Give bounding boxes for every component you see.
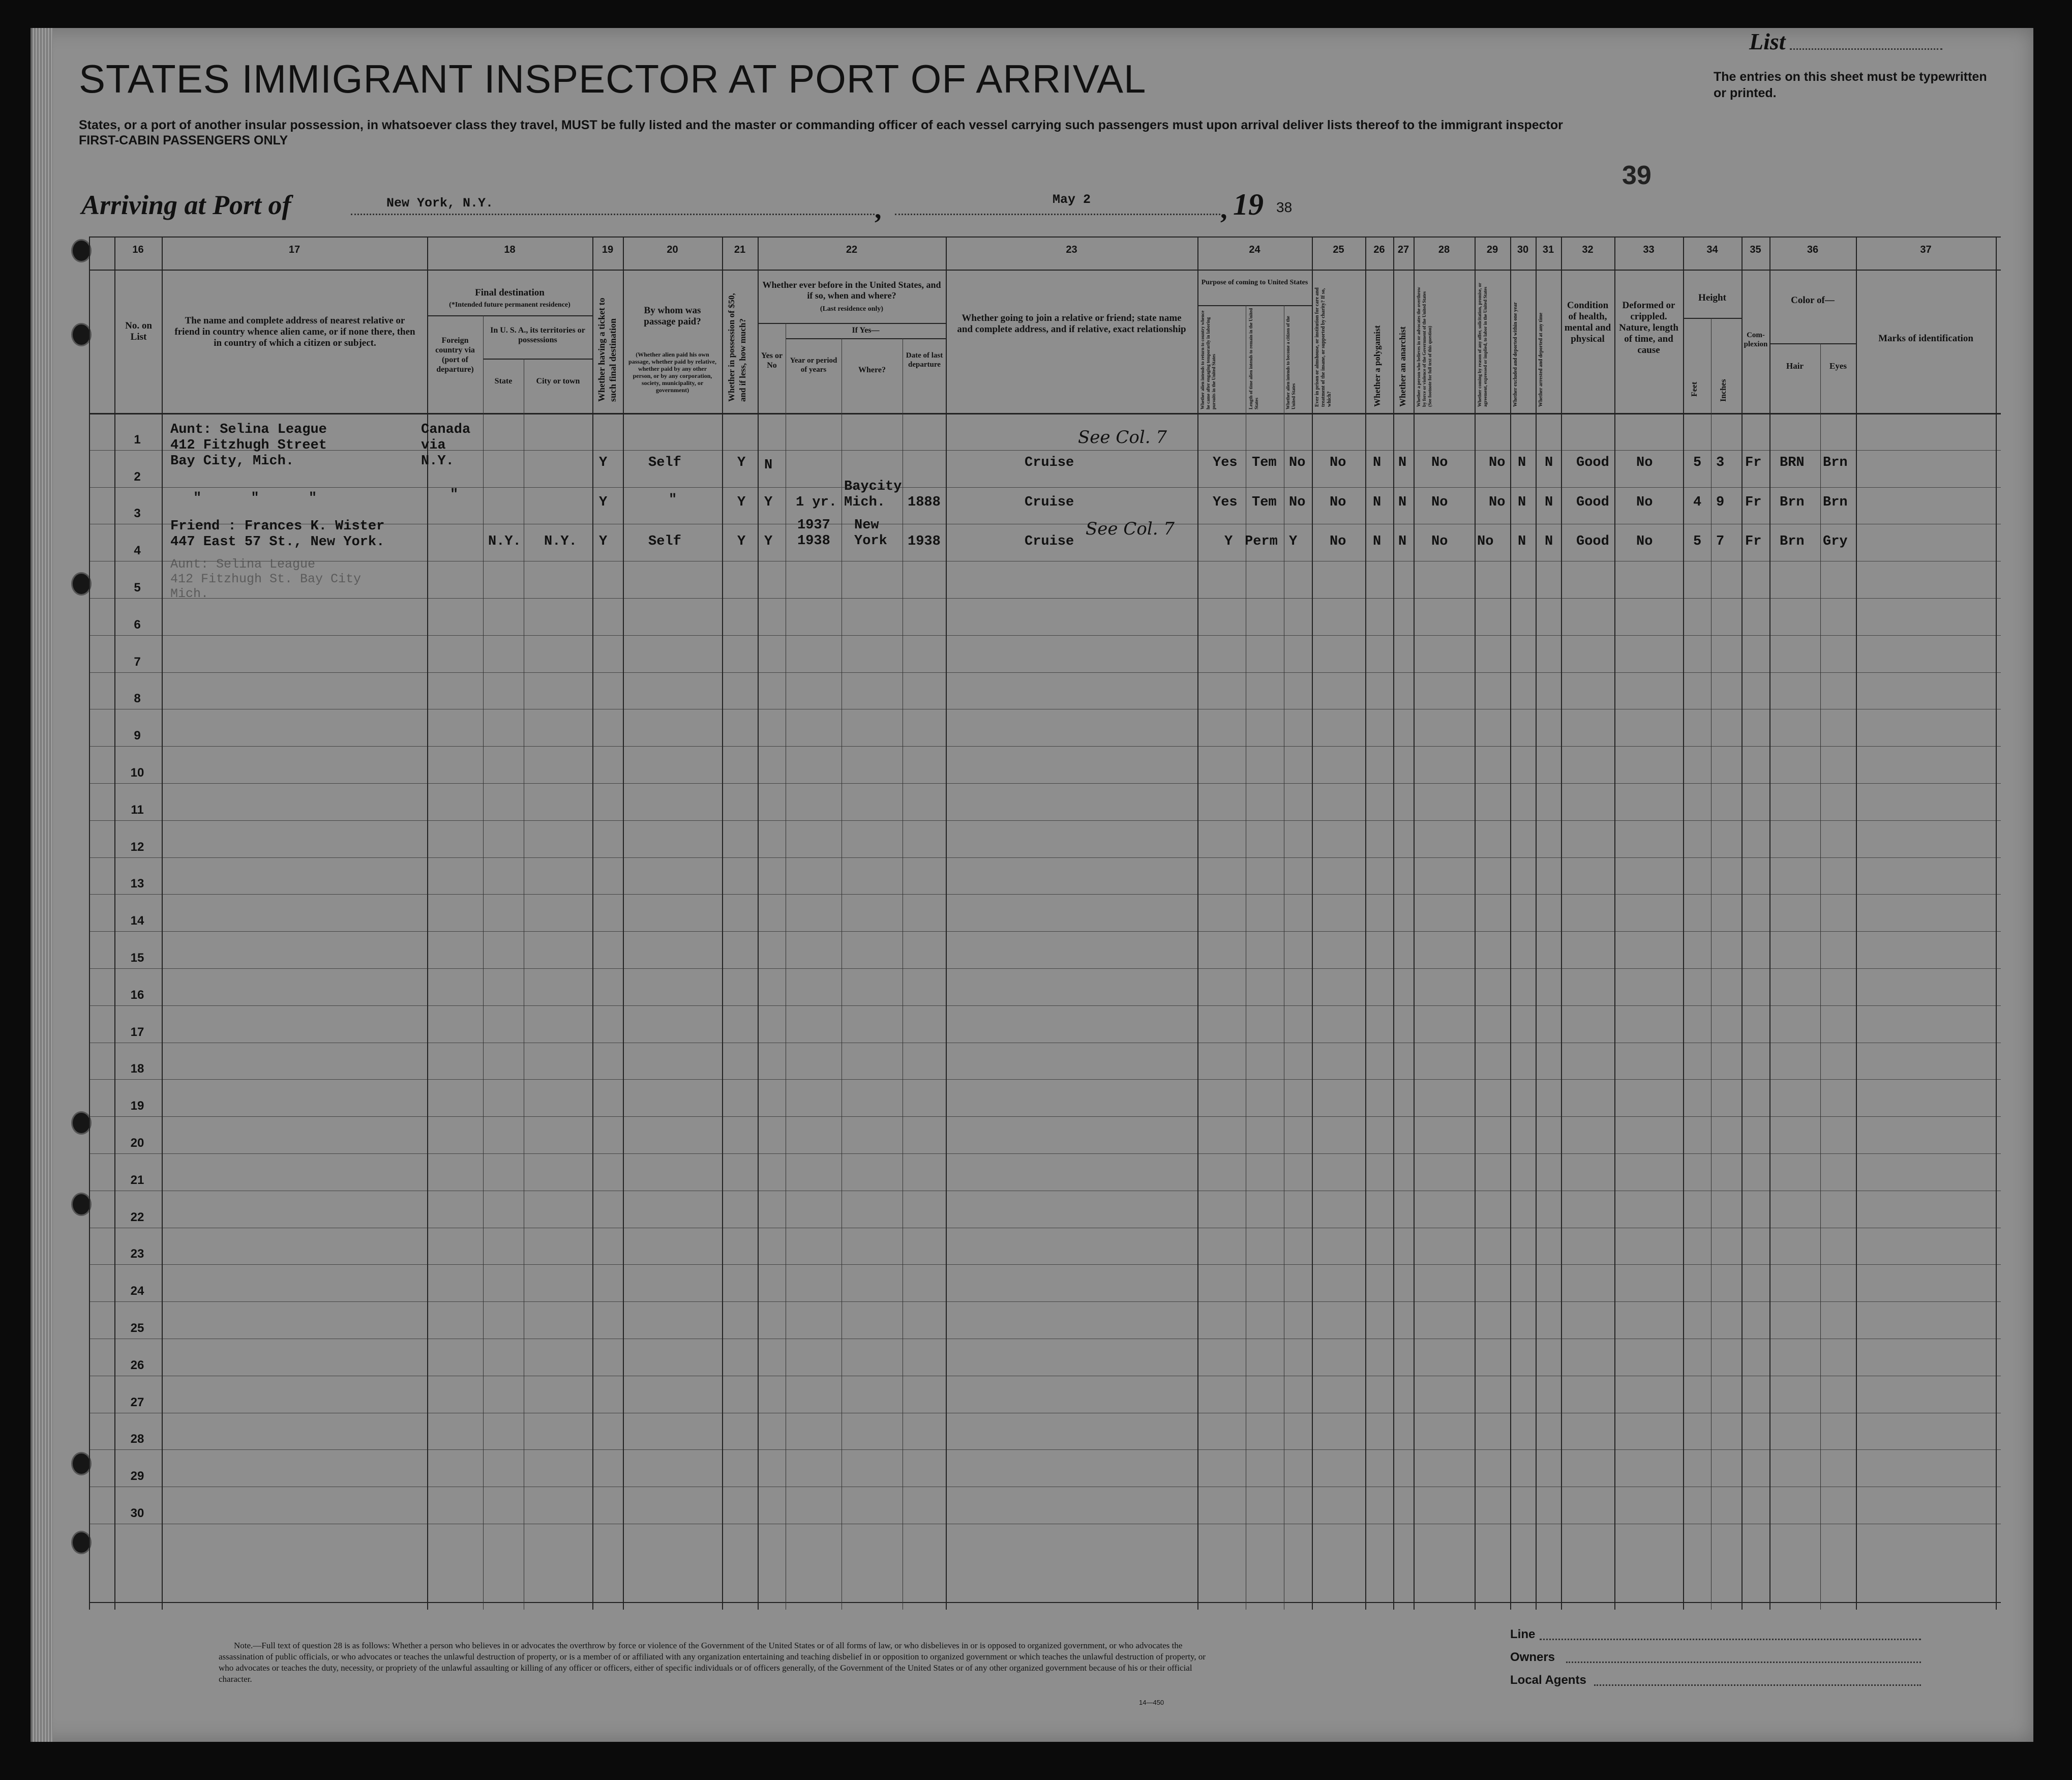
row2-joining: Cruise [1025, 495, 1074, 510]
row-line [89, 635, 2001, 636]
row3-city: N.Y. [544, 534, 577, 549]
header-c16: No. on List [125, 320, 152, 342]
c18-usa-divider [483, 359, 592, 360]
row-number: 16 [130, 988, 144, 1002]
row1-prison: No [1330, 455, 1346, 470]
row3-complexion: Fr [1745, 534, 1762, 549]
row3-before: Y [764, 534, 773, 549]
port-value: New York, N.Y. [386, 196, 494, 211]
row3-where: New York [854, 518, 887, 549]
header-c22-ifyes: If Yes— [852, 326, 880, 335]
col-border [722, 236, 723, 1610]
row-number: 3 [134, 507, 141, 521]
row2-relative: " " " [193, 491, 317, 506]
row-number: 7 [134, 655, 141, 669]
colnum-36: 36 [1807, 244, 1819, 255]
col-border [1393, 236, 1394, 1610]
colnum-18: 18 [504, 244, 516, 255]
row3-hair: Brn [1780, 534, 1805, 549]
header-c18-city: City or town [536, 377, 580, 385]
row1-money: Y [737, 455, 746, 470]
row3-prison: No [1330, 534, 1346, 549]
colnum-19: 19 [602, 244, 614, 255]
row1-ticket: Y [599, 455, 608, 470]
row-line [89, 783, 2001, 784]
row-number: 20 [130, 1136, 144, 1150]
row2-hair: Brn [1780, 495, 1805, 510]
row-line [89, 1079, 2001, 1080]
owners-field [1566, 1662, 1921, 1663]
row3-joining-note: See Col. 7 [1086, 519, 1175, 539]
line-label: Line [1510, 1627, 1536, 1641]
header-c18-note: (*Intended future permanent residence) [449, 301, 570, 309]
row-line [89, 894, 2001, 895]
binder-hole [71, 572, 92, 596]
row1-return: Yes [1213, 455, 1238, 470]
agents-field [1594, 1684, 1921, 1686]
row1-complexion: Fr [1745, 455, 1762, 470]
row1-feet: 5 [1693, 455, 1702, 470]
header-c19: Whether having a ticket to such final destination [596, 298, 618, 402]
col-border [1365, 236, 1366, 1610]
row-number: 29 [130, 1469, 144, 1484]
header-c36-hair: Hair [1786, 361, 1804, 371]
binder-hole [71, 1531, 92, 1554]
header-c22-date: Date of last departure [906, 351, 943, 369]
row3-return: Y [1224, 534, 1233, 549]
row-number: 8 [134, 692, 141, 706]
row1-excluded: N [1518, 455, 1526, 470]
binder-hole [71, 1193, 92, 1216]
row2-where: Baycity Mich. [844, 479, 902, 510]
header-c18-state: State [494, 377, 513, 385]
comma: , [1220, 194, 1227, 224]
header-c22-note: (Last residence only) [820, 305, 884, 313]
header-c34: Height [1698, 292, 1726, 303]
colnum-16: 16 [132, 244, 144, 255]
header-c24-c: Whether alien intends to become a citizen of the United States [1285, 316, 1296, 409]
row2-polygamist: N [1373, 495, 1382, 510]
colnum-divider [89, 270, 2001, 271]
col-border [1996, 236, 1997, 1610]
row1-health: Good [1576, 455, 1609, 470]
page-title: STATES IMMIGRANT INSPECTOR AT PORT OF ARRIVAL [79, 56, 1147, 101]
col-border [758, 236, 759, 1610]
row1-before: N [764, 458, 773, 473]
row-line [89, 1264, 2001, 1265]
row-line [89, 746, 2001, 747]
row2-offer: No [1489, 495, 1506, 510]
row3-year: 1937 1938 [797, 518, 830, 549]
row3-inches: 7 [1716, 534, 1725, 549]
row2-health: Good [1576, 495, 1609, 510]
row-number: 23 [130, 1247, 144, 1261]
agents-label: Local Agents [1510, 1673, 1586, 1687]
header-c18: Final destination [475, 287, 545, 298]
line-field [1540, 1639, 1921, 1640]
header-c29: Whether coming by reason of any offer, solicitation, promise, or agreement, expressed or implied, to labor in the United States [1477, 283, 1488, 407]
row-number: 19 [130, 1099, 144, 1113]
form-code: 14—450 [1139, 1699, 1164, 1706]
row1-hair: BRN [1780, 455, 1805, 470]
binder-hole [71, 239, 92, 262]
header-c26: Whether a polygamist [1372, 325, 1382, 407]
row1-anarchist: N [1398, 455, 1407, 470]
col-border [1614, 236, 1615, 1610]
row3-state: N.Y. [488, 534, 521, 549]
col-border [1741, 236, 1743, 1610]
col-border [1510, 236, 1511, 1610]
colnum-37: 37 [1920, 244, 1932, 255]
header-c31: Whether arrested and deported at any time [1538, 312, 1544, 407]
col-border [1561, 236, 1562, 1610]
row3-anarchist: N [1398, 534, 1407, 549]
colnum-31: 31 [1542, 244, 1554, 255]
colnum-28: 28 [1438, 244, 1450, 255]
col-border [1536, 236, 1537, 1610]
row-number: 2 [134, 469, 141, 484]
row2-prison: No [1330, 495, 1346, 510]
row3-money: Y [737, 534, 746, 549]
c18-subdivider [427, 315, 592, 316]
row-line [89, 1116, 2001, 1117]
header-c30: Whether excluded and deported within one year [1513, 302, 1518, 407]
header-c24: Purpose of coming to United States [1201, 279, 1308, 286]
row3-excluded: N [1518, 534, 1526, 549]
row1-relative: Aunt: Selina League 412 Fitzhugh Street Bay City, Mich. [170, 422, 327, 469]
row2-eyes: Brn [1823, 495, 1848, 510]
header-c33: Deformed or crippled. Nature, length of time, and cause [1619, 300, 1678, 355]
list-number: 39 [1622, 161, 1651, 190]
row3-paid: Self [648, 534, 681, 549]
manifest-sheet [31, 28, 2033, 1742]
c36-subdivider [1769, 343, 1856, 344]
row3-arrested: N [1545, 534, 1553, 549]
row-number: 17 [130, 1025, 144, 1039]
colnum-30: 30 [1517, 244, 1529, 255]
page-subtitle: States, or a port of another insular possession, in whatsoever class they travel, MUST be fully listed and the master or commanding officer of each vessel carrying such passengers must upon arrival deliver lists thereof to the immigrant inspector [79, 118, 1563, 132]
row2-before: Y [764, 495, 773, 510]
colnum-17: 17 [288, 244, 301, 255]
row-line [89, 1153, 2001, 1154]
col-border [623, 236, 624, 1610]
header-c34-inches: Inches [1719, 379, 1728, 402]
cabin-class: FIRST-CABIN PASSENGERS ONLY [79, 133, 288, 147]
row-number: 1 [134, 432, 141, 447]
header-c18-foreign: Foreign country via (port of departure) [435, 336, 475, 374]
row3-deformed: No [1636, 534, 1653, 549]
row-line [89, 931, 2001, 932]
row2-departure: 1888 [908, 495, 941, 510]
colnum-26: 26 [1373, 244, 1385, 255]
row-number: 21 [130, 1173, 144, 1187]
colnum-25: 25 [1333, 244, 1344, 255]
row2-paid: " [669, 492, 677, 508]
row1-overthrow: No [1431, 455, 1448, 470]
row-line [89, 672, 2001, 673]
header-c20-note: (Whether alien paid his own passage, whether paid by relative, whether paid by any other person, or by any corporation, society, municipality, or government) [628, 351, 716, 394]
row2-ticket: Y [599, 495, 608, 510]
year-suffix: 38 [1276, 199, 1293, 215]
colnum-22: 22 [846, 244, 858, 255]
col-border [592, 236, 593, 1610]
row1-joining-note: See Col. 7 [1078, 427, 1167, 448]
row3-ticket: Y [599, 534, 608, 549]
row3-relative: Friend : Frances K. Wister 447 East 57 St., New York. [170, 519, 385, 550]
typed-note: The entries on this sheet must be typewritten or printed. [1714, 70, 1987, 100]
row2-year: 1 yr. [796, 495, 837, 510]
row-number: 22 [130, 1210, 144, 1224]
colnum-34: 34 [1706, 244, 1718, 255]
c34-subdivider [1683, 318, 1741, 319]
row2-overthrow: No [1431, 495, 1448, 510]
col-border [483, 315, 484, 1610]
header-c27: Whether an anarchist [1398, 326, 1407, 407]
header-c22-yesno: Yes or No [761, 351, 783, 370]
row-number: 14 [130, 914, 144, 928]
row2-citizen: No [1289, 495, 1306, 510]
row3-departure: 1938 [908, 534, 941, 549]
header-c17: The name and complete address of nearest relative or friend in country whence alien came, or if none there, then in country of which a citizen or subject. [174, 315, 415, 348]
col-border [114, 236, 115, 1610]
header-c28: Whether a person who believes in or advocates the overthrow by force or violence of the Government of the United States (See footnote for full text of this question) [1416, 287, 1432, 407]
row2-deformed: No [1636, 495, 1653, 510]
row-line [89, 450, 2001, 451]
row1-paid: Self [648, 455, 681, 470]
row2-arrested: N [1545, 495, 1553, 510]
row3-health: Good [1576, 534, 1609, 549]
row2-foreign: " [450, 487, 459, 502]
header-c22-year: Year or period of years [790, 357, 837, 374]
row1-eyes: Brn [1823, 455, 1848, 470]
row1-citizen: No [1289, 455, 1306, 470]
row3-overthrow: No [1431, 534, 1448, 549]
binder-hole [71, 1452, 92, 1475]
row3-citizen: Y [1289, 534, 1298, 549]
header-c25: Ever in prison or almshouse, or institution for care and treatment of the insane, or supported by charity? If so, which? [1314, 287, 1332, 407]
c24-subdivider [1197, 305, 1312, 306]
row-line [89, 598, 2001, 599]
c22-ifyes-divider [786, 338, 946, 339]
col-border [1820, 343, 1821, 1610]
colnum-23: 23 [1066, 244, 1077, 255]
row1-offer: No [1489, 455, 1506, 470]
header-c24-a: Whether alien intends to return to country whence he came after engaging temporarily in laboring pursuits in the United States [1200, 310, 1216, 409]
header-c34-feet: Feet [1690, 381, 1699, 397]
page-edge [33, 28, 53, 1742]
header-c22-where: Where? [858, 366, 886, 374]
row3-length: Perm [1245, 534, 1278, 549]
header-divider [89, 413, 2001, 414]
row-number: 4 [134, 544, 141, 558]
row2-money: Y [737, 495, 746, 510]
binder-hole [71, 1111, 92, 1135]
header-c23: Whether going to join a relative or friend; state name and complete address, and if relative, exact relationship [957, 313, 1186, 335]
header-c36: Color of— [1791, 295, 1835, 306]
row-line [89, 1301, 2001, 1302]
row-number: 24 [130, 1284, 144, 1298]
header-c21: Whether in possession of $50, and if less, how much? [727, 293, 747, 402]
header-c35: Com- plexion [1744, 331, 1768, 348]
colnum-27: 27 [1397, 244, 1409, 255]
row2-inches: 9 [1716, 495, 1725, 510]
colnum-21: 21 [734, 244, 746, 255]
header-c20: By whom was passage paid? [644, 305, 701, 327]
row1-inches: 3 [1716, 455, 1725, 470]
row3-feet: 5 [1693, 534, 1702, 549]
date-value: May 2 [1053, 192, 1091, 207]
row-line [89, 487, 2001, 488]
row3-joining: Cruise [1025, 534, 1074, 549]
row2-complexion: Fr [1745, 495, 1762, 510]
row-line [89, 857, 2001, 858]
header-c24-b: Length of time alien intends to remain in the United States [1248, 308, 1259, 409]
col-border [1312, 236, 1313, 1610]
row2-feet: 4 [1693, 495, 1702, 510]
date-line [895, 214, 1220, 215]
owners-label: Owners [1510, 1650, 1555, 1664]
list-label: List [1749, 28, 1786, 54]
col-border [1769, 236, 1770, 1610]
port-line [351, 214, 875, 215]
table-bottom-border [89, 1602, 2001, 1603]
row1-polygamist: N [1373, 455, 1382, 470]
row-number: 5 [134, 581, 141, 595]
col-border [1683, 236, 1684, 1610]
row1-foreign: Canada via N.Y. [421, 422, 471, 469]
row-number: 9 [134, 729, 141, 743]
year-prefix: 19 [1233, 188, 1264, 221]
row-number: 15 [130, 951, 144, 965]
col-border [1856, 236, 1857, 1610]
row3-polygamist: N [1373, 534, 1382, 549]
row-line [89, 820, 2001, 821]
header-c36-eyes: Eyes [1829, 361, 1847, 371]
header-c22: Whether ever before in the United States, and if so, when and where? [762, 280, 941, 301]
row-number: 6 [134, 617, 141, 632]
row4-faint-entry: Aunt: Selina League 412 Fitzhugh St. Bay City Mich. [170, 557, 362, 601]
row-number: 10 [130, 766, 144, 780]
col-border [162, 236, 163, 1610]
row-number: 28 [130, 1432, 144, 1446]
header-c32: Condition of health, mental and physical [1564, 300, 1611, 344]
binder-hole [71, 323, 92, 346]
row1-deformed: No [1636, 455, 1653, 470]
footnote: Note.—Full text of question 28 is as follows: Whether a person who believes in or advocates the overthrow by force or violence of the Government of the United States or of all forms of law, or who disbelieves in or is opposed to organized government, or who advocates the assassination of public officials, or who advocates or teaches the unlawful destruction of property, or is a member of or affiliated with any organization entertaining and teaching disbelief in or opposition to organized government or which teaches the unlawful destruction of property, or who advocates or teaches the duty, necessity, or propriety of the unlawful assaulting or killing of any officer or officers, either of specific individuals or of officers generally, of the Government of the United States or of any other organized government because of his or their official character. [219, 1641, 1206, 1684]
header-c18-usa: In U. S. A., its territories or possessions [490, 326, 585, 344]
row-number: 25 [130, 1321, 144, 1335]
row2-return: Yes [1213, 495, 1238, 510]
col-border [89, 236, 90, 1610]
row2-length: Tem [1252, 495, 1277, 510]
colnum-33: 33 [1643, 244, 1655, 255]
colnum-32: 32 [1582, 244, 1594, 255]
col-border [1414, 236, 1415, 1610]
row2-excluded: N [1518, 495, 1526, 510]
table-top-border [89, 236, 2001, 238]
col-border [946, 236, 947, 1610]
colnum-24: 24 [1249, 244, 1260, 255]
row-number: 27 [130, 1395, 144, 1409]
row-number: 30 [130, 1506, 144, 1520]
row-number: 12 [130, 840, 144, 854]
colnum-35: 35 [1750, 244, 1761, 255]
row3-offer: No [1477, 534, 1494, 549]
row1-joining: Cruise [1025, 455, 1074, 470]
row3-eyes: Gry [1823, 534, 1848, 549]
row-line [89, 1449, 2001, 1450]
arriving-label: Arriving at Port of [81, 190, 291, 220]
col-border [1475, 236, 1476, 1610]
row-number: 13 [130, 877, 144, 891]
row1-arrested: N [1545, 455, 1553, 470]
row-line [89, 1005, 2001, 1006]
header-c37: Marks of identification [1878, 333, 1973, 344]
comma: , [875, 194, 882, 224]
row-number: 26 [130, 1358, 144, 1372]
list-line [1790, 48, 1942, 50]
colnum-29: 29 [1486, 244, 1498, 255]
row-number: 18 [130, 1062, 144, 1076]
row2-anarchist: N [1398, 495, 1407, 510]
row1-length: Tem [1252, 455, 1277, 470]
col-border [1197, 236, 1198, 1610]
row-number: 11 [131, 803, 144, 817]
colnum-20: 20 [667, 244, 678, 255]
row-line [89, 968, 2001, 969]
